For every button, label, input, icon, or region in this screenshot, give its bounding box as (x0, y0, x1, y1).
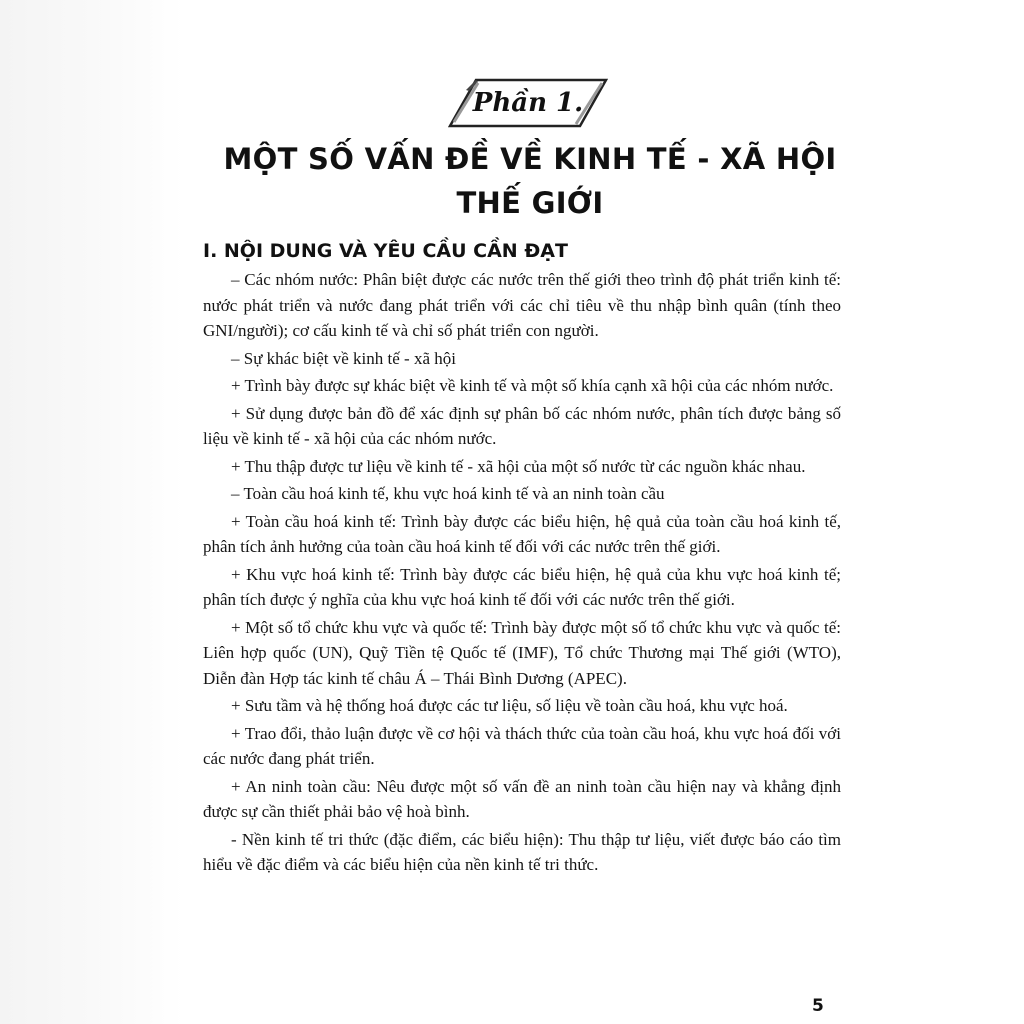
part-label: Phần 1. (472, 88, 584, 118)
paragraph: – Các nhóm nước: Phân biệt được các nước trên thế giới theo trình độ phát triển kinh tế: nước phát triển và nước đang phát triển với các chỉ tiêu về thu nhập bình quân (tính theo GNI/người); cơ cấu kinh tế và chỉ số phát triển con người. (203, 270, 841, 340)
paragraph: + Sưu tầm và hệ thống hoá được các tư liệu, số liệu về toàn cầu hoá, khu vực hoá. (231, 696, 788, 715)
paragraph: + Toàn cầu hoá kinh tế: Trình bày được các biểu hiện, hệ quả của toàn cầu hoá kinh tế, phân tích ảnh hưởng của toàn cầu hoá kinh tế đối với các nước trên thế giới. (203, 511, 841, 556)
chapter-title-line-1: MỘT SỐ VẤN ĐỀ VỀ KINH TẾ - XÃ HỘI (223, 142, 837, 176)
paragraph: + Khu vực hoá kinh tế: Trình bày được các biểu hiện, hệ quả của khu vực hoá kinh tế; phân tích được ý nghĩa của khu vực hoá kinh tế đối với các nước trên thế giới. (203, 564, 841, 609)
section-heading: I. NỘI DUNG VÀ YÊU CẦU CẦN ĐẠT (203, 240, 568, 262)
paragraph: + Một số tổ chức khu vực và quốc tế: Trình bày được một số tổ chức khu vực và quốc tế: Liên hợp quốc (UN), Quỹ Tiền tệ Quốc tế (IMF), Tổ chức Thương mại Thế giới (WTO), Diễn đàn Hợp tác kinh tế châu Á – Thái Bình Dương (APEC). (203, 617, 841, 688)
paragraph: + An ninh toàn cầu: Nêu được một số vấn đề an ninh toàn cầu hiện nay và khẳng định được sự cần thiết phải bảo vệ hoà bình. (203, 776, 841, 821)
section-body (203, 267, 841, 880)
paragraph: + Thu thập được tư liệu về kinh tế - xã hội của một số nước từ các nguồn khác nhau. (231, 456, 806, 476)
paragraph: + Sử dụng được bản đồ để xác định sự phân bố các nhóm nước, phân tích được bảng số liệu về kinh tế - xã hội của các nhóm nước. (203, 403, 841, 448)
paragraph: – Sự khác biệt về kinh tế - xã hội (231, 348, 456, 368)
paragraph: - Nền kinh tế tri thức (đặc điểm, các biểu hiện): Thu thập tư liệu, viết được báo cáo tìm hiểu về đặc điểm và các biểu hiện của nền kinh tế tri thức. (203, 829, 841, 874)
part-badge (448, 78, 608, 128)
paragraph: + Trao đổi, thảo luận được về cơ hội và thách thức của toàn cầu hoá, khu vực hoá đối với các nước đang phát triển. (203, 723, 841, 768)
page-number: 5 (812, 996, 824, 1016)
paragraph: + Trình bày được sự khác biệt về kinh tế và một số khía cạnh xã hội của các nhóm nước. (231, 376, 834, 395)
paragraph: – Toàn cầu hoá kinh tế, khu vực hoá kinh tế và an ninh toàn cầu (231, 484, 665, 503)
book-gutter-shadow (0, 0, 185, 1024)
chapter-title-line-2: THẾ GIỚI (456, 186, 604, 220)
